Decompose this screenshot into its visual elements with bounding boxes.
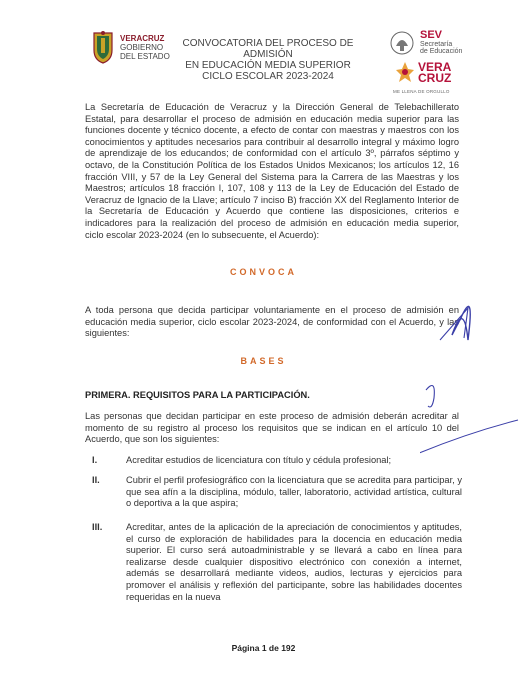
- veracruz-brand-logo: [418, 62, 451, 84]
- title-line-1: CONVOCATORIA DEL PROCESO DE ADMISIÓN: [182, 38, 354, 60]
- document-title: [168, 38, 368, 82]
- veracruz-coat-of-arms-icon: [92, 30, 114, 64]
- page-number: Página 1 de 192: [231, 643, 296, 653]
- bases-heading: BASES: [240, 356, 287, 366]
- veracruz-line-2: CRUZ: [418, 71, 452, 85]
- gov-line-del-estado: DEL ESTADO: [120, 52, 170, 61]
- list-item-text: Acreditar, antes de la aplicación de la apreciación de conocimientos y aptitudes, el curso de exploración de habilidades para la docencia en educación media superior. El curso será autoadministrable y se llevará a cabo en línea para realizarse desde cualquier dispositivo electrónico con conexión a internet, además se desarrollará mediante videos, audios, lecturas y ejercicios para promover el análisis y reflexión del participante, sobre las habilidades docentes requeridas en la nueva: [126, 522, 462, 602]
- list-item-number: I.: [92, 455, 98, 465]
- brand-tagline: ME LLENA DE ORGULLO: [393, 89, 450, 94]
- title-line-2: EN EDUCACIÓN MEDIA SUPERIOR: [185, 60, 351, 71]
- sev-label: SEV: [420, 29, 443, 41]
- veracruz-emblem-icon: [396, 62, 414, 84]
- handwritten-signature: [420, 280, 520, 480]
- government-logo-text: [120, 34, 170, 61]
- sev-line-1: Secretaría: [420, 41, 453, 48]
- gov-line-veracruz: VERACRUZ: [120, 34, 165, 43]
- document-header: [0, 0, 527, 100]
- convoca-paragraph: A toda persona que decida participar voluntariamente en el proceso de admisión en educación media superior, ciclo escolar 2023-2024, de conformidad con el Acuerdo, y las siguientes:: [85, 305, 459, 339]
- section-title-primera: PRIMERA. REQUISITOS PARA LA PARTICIPACIÓN.: [85, 390, 310, 400]
- national-seal-icon: [390, 30, 414, 56]
- list-item-number: II.: [92, 475, 100, 485]
- list-item-number: III.: [92, 522, 103, 532]
- intro-paragraph: La Secretaría de Educación de Veracruz y la Dirección General de Telebachillerato Estatal, para desarrollar el proceso de admisión en educación media superior para las funciones docente y técnico docente, a efecto de contar con maestras y maestros con los conocimientos y aptitudes necesarios para contribuir al desarrollo integral y máximo logro de aprendizaje de los educandos; de conformidad con el artículo 3º, párrafos séptimo y octavo, de la Constitución Política de los Estados Unidos Mexicanos; los artículos 12, 16 fracción VIII, y 57 de la Ley General del Sistema para la Carrera de las Maestras y los Maestros; artículos 18 fracción I, 107, 108 y 113 de la Ley de Educación del Estado de Veracruz de Ignacio de la Llave; artículo 7 inciso B) fracción XX del Reglamento Interior de la Secretaría de Educación y Acuerdo que contiene las disposiciones, criterios e indicadores para la realización del proceso de admisión en educación media superior, ciclo escolar 2023-2024 (en lo subsecuente, el Acuerdo):: [85, 102, 459, 240]
- section-intro-paragraph: Las personas que decidan participar en este proceso de admisión deberán acreditar al momento de su registro al proceso los requisitos que se indican en el artículo 10 del Acuerdo, que son los siguientes:: [85, 411, 459, 445]
- title-line-3: CICLO ESCOLAR 2023-2024: [202, 71, 334, 82]
- list-item-text: Acreditar estudios de licenciatura con título y cédula profesional;: [126, 455, 392, 465]
- gov-line-gobierno: GOBIERNO: [120, 43, 164, 52]
- convoca-heading: CONVOCA: [229, 267, 297, 277]
- sev-logo: [420, 30, 462, 55]
- list-item-text: Cubrir el perfil profesiográfico con la licenciatura que se acredita para participar, y que sea afín a la disciplina, módulo, taller, laboratorio, actividad artística, cultural o deportiva a la que aspira;: [126, 475, 462, 509]
- sev-line-2: de Educación: [420, 48, 463, 55]
- veracruz-line-1: VERA: [418, 60, 452, 74]
